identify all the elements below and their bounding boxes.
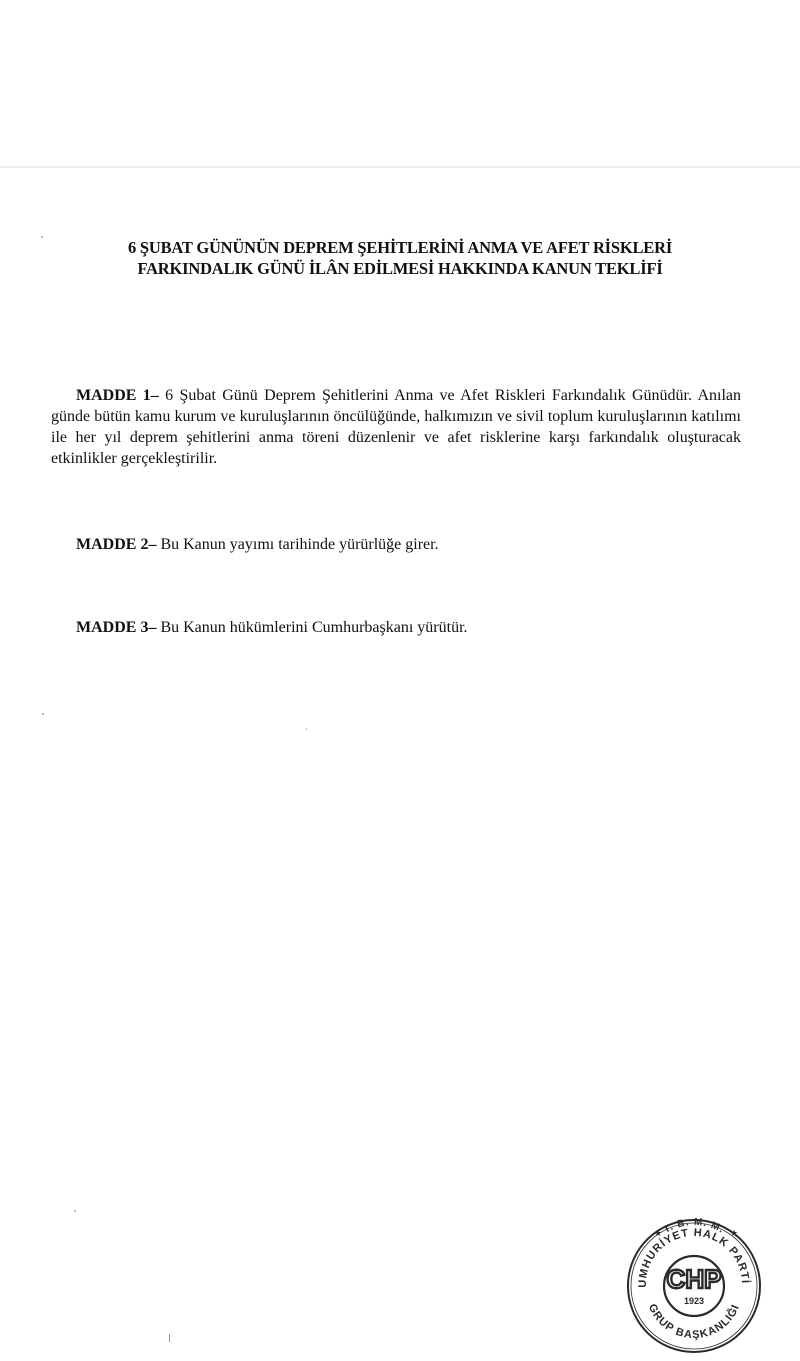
document-title	[60, 237, 740, 279]
scan-speck	[42, 713, 44, 715]
top-blank-band	[0, 0, 800, 168]
scan-speck	[41, 236, 43, 238]
article-2-head: MADDE 2–	[76, 536, 157, 553]
svg-text:GRUP BAŞKANLIĞI: GRUP BAŞKANLIĞI	[645, 1302, 743, 1342]
article-3-text: Bu Kanun hükümlerini Cumhurbaşkanı yürütür.	[156, 619, 468, 636]
article-3	[51, 617, 741, 638]
seal-stamp-icon	[624, 1206, 764, 1356]
scan-speck	[306, 728, 307, 730]
article-2	[51, 534, 741, 555]
title-line-1: 6 ŞUBAT GÜNÜNÜN DEPREM ŞEHİTLERİNİ ANMA VE AFET RİSKLERİ	[127, 238, 673, 257]
svg-text:CUMHURİYET HALK PARTİSİ: UMHURİYET HALK PARTİ	[636, 1226, 752, 1288]
article-3-head: MADDE 3–	[76, 619, 157, 636]
svg-text:CHP: CHP	[666, 1264, 722, 1294]
svg-text:1923: 1923	[683, 1296, 705, 1306]
svg-text:★: ★	[654, 1229, 663, 1239]
scan-speck	[169, 1334, 170, 1342]
document-page	[0, 168, 800, 1356]
article-1	[51, 385, 741, 469]
svg-text:★: ★	[730, 1229, 739, 1239]
title-line-2: FARKINDALIK GÜNÜ İLÂN EDİLMESİ HAKKINDA KANUN TEKLİFİ	[137, 259, 663, 278]
svg-text:T. B. M. M.: T. B. M. M.	[661, 1216, 727, 1236]
scan-speck	[74, 1210, 76, 1212]
chp-group-seal	[624, 1206, 764, 1356]
article-1-text: 6 Şubat Günü Deprem Şehitlerini Anma ve Afet Riskleri Farkındalık Günüdür. Anılan günde bütün kamu kurum ve kuruluşlarının öncülüğünde, halkımızın ve sivil toplum kuruluşlarının katılımı ile her yıl deprem şehitlerini anma töreni düzenlenir ve afet risklerine karşı farkındalık oluşturacak etkinlikler gerçekleştirilir.	[51, 387, 741, 467]
article-2-text: Bu Kanun yayımı tarihinde yürürlüğe girer.	[156, 536, 439, 553]
article-1-head: MADDE 1–	[76, 387, 159, 404]
